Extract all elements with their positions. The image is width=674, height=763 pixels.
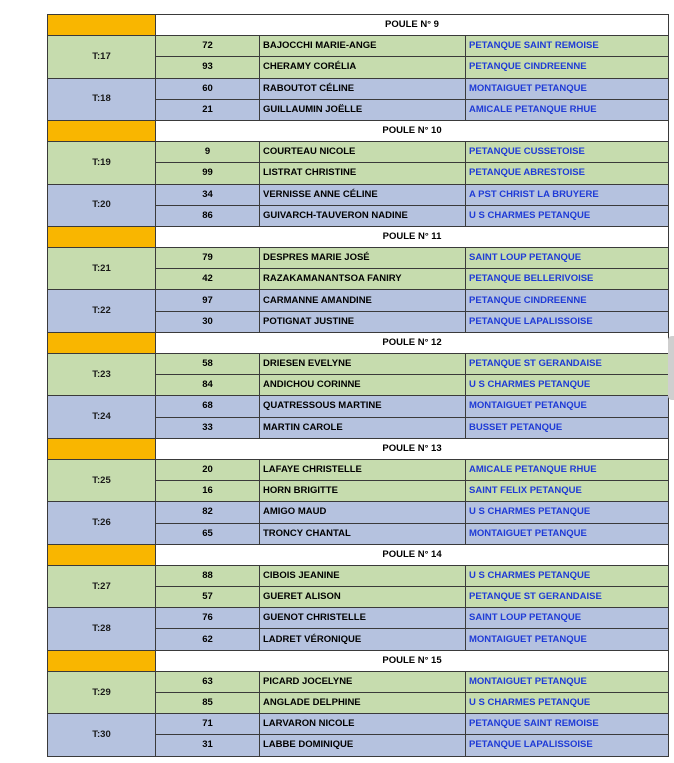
player-club: PETANQUE SAINT REMOISE bbox=[466, 714, 669, 735]
poule-title: POULE N° 9 bbox=[156, 15, 669, 36]
player-number: 34 bbox=[156, 184, 260, 205]
player-club: PETANQUE LAPALISSOISE bbox=[466, 311, 669, 332]
poule-marker bbox=[48, 15, 156, 36]
player-number: 16 bbox=[156, 481, 260, 502]
player-name: DESPRES MARIE JOSÉ bbox=[260, 248, 466, 269]
player-name: VERNISSE ANNE CÉLINE bbox=[260, 184, 466, 205]
player-name: QUATRESSOUS MARTINE bbox=[260, 396, 466, 417]
player-number: 63 bbox=[156, 671, 260, 692]
player-club: PETANQUE ST GERANDAISE bbox=[466, 354, 669, 375]
player-row bbox=[48, 354, 669, 375]
player-club: PETANQUE CINDREENNE bbox=[466, 57, 669, 78]
player-number: 9 bbox=[156, 142, 260, 163]
player-club: SAINT LOUP PETANQUE bbox=[466, 248, 669, 269]
poule-title: POULE N° 12 bbox=[156, 332, 669, 353]
player-number: 88 bbox=[156, 565, 260, 586]
player-number: 79 bbox=[156, 248, 260, 269]
poule-marker bbox=[48, 650, 156, 671]
player-club: PETANQUE SAINT REMOISE bbox=[466, 36, 669, 57]
player-name: CIBOIS JEANINE bbox=[260, 565, 466, 586]
player-number: 82 bbox=[156, 502, 260, 523]
player-club: MONTAIGUET PETANQUE bbox=[466, 78, 669, 99]
table-label: T:28 bbox=[48, 608, 156, 650]
player-name: HORN BRIGITTE bbox=[260, 481, 466, 502]
player-club: U S CHARMES PETANQUE bbox=[466, 375, 669, 396]
player-number: 30 bbox=[156, 311, 260, 332]
player-number: 60 bbox=[156, 78, 260, 99]
player-number: 84 bbox=[156, 375, 260, 396]
player-name: GUENOT CHRISTELLE bbox=[260, 608, 466, 629]
player-number: 86 bbox=[156, 205, 260, 226]
player-number: 31 bbox=[156, 735, 260, 756]
player-name: AMIGO MAUD bbox=[260, 502, 466, 523]
player-name: LADRET VÉRONIQUE bbox=[260, 629, 466, 650]
player-name: GUILLAUMIN JOËLLE bbox=[260, 99, 466, 120]
player-name: CHERAMY CORÉLIA bbox=[260, 57, 466, 78]
poule-header-row bbox=[48, 120, 669, 141]
player-name: TRONCY CHANTAL bbox=[260, 523, 466, 544]
player-number: 65 bbox=[156, 523, 260, 544]
player-row bbox=[48, 502, 669, 523]
player-club: SAINT FELIX PETANQUE bbox=[466, 481, 669, 502]
player-club: PETANQUE ST GERANDAISE bbox=[466, 587, 669, 608]
player-name: ANGLADE DELPHINE bbox=[260, 693, 466, 714]
table-label: T:29 bbox=[48, 671, 156, 713]
poule-header-row bbox=[48, 544, 669, 565]
poule-title: POULE N° 10 bbox=[156, 120, 669, 141]
player-club: PETANQUE ABRESTOISE bbox=[466, 163, 669, 184]
table-label: T:24 bbox=[48, 396, 156, 438]
table-label: T:21 bbox=[48, 248, 156, 290]
player-club: MONTAIGUET PETANQUE bbox=[466, 523, 669, 544]
player-row bbox=[48, 714, 669, 735]
table-label: T:26 bbox=[48, 502, 156, 544]
poule-marker bbox=[48, 544, 156, 565]
player-number: 58 bbox=[156, 354, 260, 375]
poule-header-row bbox=[48, 226, 669, 247]
player-club: SAINT LOUP PETANQUE bbox=[466, 608, 669, 629]
player-club: BUSSET PETANQUE bbox=[466, 417, 669, 438]
poule-marker bbox=[48, 226, 156, 247]
player-name: DRIESEN EVELYNE bbox=[260, 354, 466, 375]
poule-title: POULE N° 11 bbox=[156, 226, 669, 247]
player-number: 62 bbox=[156, 629, 260, 650]
table-label: T:23 bbox=[48, 354, 156, 396]
player-row bbox=[48, 36, 669, 57]
poule-sheet bbox=[47, 14, 669, 757]
table-label: T:18 bbox=[48, 78, 156, 120]
player-name: GUERET ALISON bbox=[260, 587, 466, 608]
poule-marker bbox=[48, 332, 156, 353]
player-name: BAJOCCHI MARIE-ANGE bbox=[260, 36, 466, 57]
table-label: T:22 bbox=[48, 290, 156, 332]
player-row bbox=[48, 290, 669, 311]
player-row bbox=[48, 248, 669, 269]
player-club: MONTAIGUET PETANQUE bbox=[466, 671, 669, 692]
player-number: 99 bbox=[156, 163, 260, 184]
player-club: U S CHARMES PETANQUE bbox=[466, 502, 669, 523]
player-number: 85 bbox=[156, 693, 260, 714]
poule-header-row bbox=[48, 15, 669, 36]
table-label: T:27 bbox=[48, 565, 156, 607]
draw-table bbox=[47, 14, 669, 757]
player-club: MONTAIGUET PETANQUE bbox=[466, 396, 669, 417]
table-label: T:20 bbox=[48, 184, 156, 226]
player-row bbox=[48, 142, 669, 163]
player-name: CARMANNE AMANDINE bbox=[260, 290, 466, 311]
player-name: ANDICHOU CORINNE bbox=[260, 375, 466, 396]
player-club: U S CHARMES PETANQUE bbox=[466, 565, 669, 586]
player-name: RABOUTOT CÉLINE bbox=[260, 78, 466, 99]
player-club: PETANQUE LAPALISSOISE bbox=[466, 735, 669, 756]
poule-header-row bbox=[48, 650, 669, 671]
player-name: MARTIN CAROLE bbox=[260, 417, 466, 438]
player-club: A PST CHRIST LA BRUYERE bbox=[466, 184, 669, 205]
player-row bbox=[48, 608, 669, 629]
player-row bbox=[48, 78, 669, 99]
player-number: 71 bbox=[156, 714, 260, 735]
player-number: 93 bbox=[156, 57, 260, 78]
player-number: 68 bbox=[156, 396, 260, 417]
player-number: 33 bbox=[156, 417, 260, 438]
player-name: PICARD JOCELYNE bbox=[260, 671, 466, 692]
player-row bbox=[48, 671, 669, 692]
poule-title: POULE N° 13 bbox=[156, 438, 669, 459]
player-club: AMICALE PETANQUE RHUE bbox=[466, 459, 669, 480]
player-club: MONTAIGUET PETANQUE bbox=[466, 629, 669, 650]
player-name: COURTEAU NICOLE bbox=[260, 142, 466, 163]
player-name: LABBE DOMINIQUE bbox=[260, 735, 466, 756]
player-name: LARVARON NICOLE bbox=[260, 714, 466, 735]
player-number: 97 bbox=[156, 290, 260, 311]
player-club: AMICALE PETANQUE RHUE bbox=[466, 99, 669, 120]
table-label: T:30 bbox=[48, 714, 156, 756]
player-name: LAFAYE CHRISTELLE bbox=[260, 459, 466, 480]
player-row bbox=[48, 184, 669, 205]
player-name: RAZAKAMANANTSOA FANIRY bbox=[260, 269, 466, 290]
player-name: LISTRAT CHRISTINE bbox=[260, 163, 466, 184]
player-row bbox=[48, 396, 669, 417]
player-row bbox=[48, 565, 669, 586]
poule-marker bbox=[48, 438, 156, 459]
player-number: 42 bbox=[156, 269, 260, 290]
player-club: U S CHARMES PETANQUE bbox=[466, 693, 669, 714]
player-number: 21 bbox=[156, 99, 260, 120]
player-number: 72 bbox=[156, 36, 260, 57]
player-number: 20 bbox=[156, 459, 260, 480]
poule-marker bbox=[48, 120, 156, 141]
poule-title: POULE N° 15 bbox=[156, 650, 669, 671]
table-label: T:25 bbox=[48, 459, 156, 501]
player-number: 57 bbox=[156, 587, 260, 608]
player-name: GUIVARCH-TAUVERON NADINE bbox=[260, 205, 466, 226]
player-club: PETANQUE CUSSETOISE bbox=[466, 142, 669, 163]
player-name: POTIGNAT JUSTINE bbox=[260, 311, 466, 332]
player-number: 76 bbox=[156, 608, 260, 629]
poule-header-row bbox=[48, 438, 669, 459]
poule-title: POULE N° 14 bbox=[156, 544, 669, 565]
poule-header-row bbox=[48, 332, 669, 353]
table-label: T:17 bbox=[48, 36, 156, 78]
player-row bbox=[48, 459, 669, 480]
player-club: PETANQUE CINDREENNE bbox=[466, 290, 669, 311]
player-club: U S CHARMES PETANQUE bbox=[466, 205, 669, 226]
table-label: T:19 bbox=[48, 142, 156, 184]
player-club: PETANQUE BELLERIVOISE bbox=[466, 269, 669, 290]
scroll-handle[interactable] bbox=[668, 336, 674, 400]
